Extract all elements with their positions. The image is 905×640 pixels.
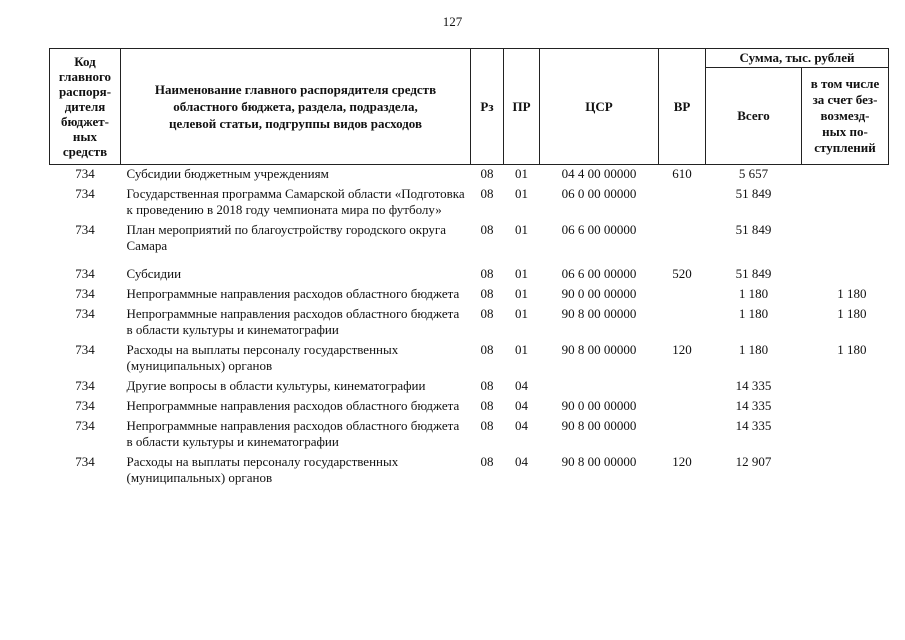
cell-code: 734 bbox=[75, 378, 95, 393]
cell-pr: 04 bbox=[515, 398, 528, 413]
cell-vr bbox=[659, 219, 706, 263]
cell-bez bbox=[802, 219, 889, 263]
cell-name: Субсидии бюджетным учреждениям bbox=[126, 166, 329, 181]
cell-rz: 08 bbox=[480, 398, 494, 413]
cell-bez: 1 180 bbox=[837, 306, 867, 321]
cell-total: 12 907 bbox=[735, 454, 772, 469]
cell-name: Расходы на выплаты персоналу государственных (муниципальных) органов bbox=[126, 454, 399, 485]
cell-total: 51 849 bbox=[735, 222, 772, 237]
cell-bez bbox=[802, 451, 889, 487]
cell-code: 734 bbox=[75, 186, 95, 201]
header-rz: Рз bbox=[471, 49, 504, 165]
cell-code: 734 bbox=[75, 398, 95, 413]
cell-rz: 08 bbox=[480, 378, 494, 393]
cell-rz: 08 bbox=[480, 418, 494, 433]
cell-bez bbox=[802, 375, 889, 395]
cell-total: 14 335 bbox=[735, 398, 772, 413]
page-number: 127 bbox=[442, 14, 463, 29]
cell-bez bbox=[802, 183, 889, 219]
header-pr: ПР bbox=[504, 49, 540, 165]
cell-pr: 01 bbox=[515, 266, 528, 281]
cell-bez: 1 180 bbox=[837, 286, 867, 301]
cell-name: Непрограммные направления расходов областного бюджета в области культуры и кинематографии bbox=[126, 418, 460, 449]
header-code: Код главного распоря- дителя бюджет- ных средств bbox=[50, 49, 121, 165]
table-row bbox=[50, 165, 889, 184]
cell-rz: 08 bbox=[480, 454, 494, 469]
cell-code: 734 bbox=[75, 306, 95, 321]
cell-code: 734 bbox=[75, 266, 95, 281]
cell-pr: 01 bbox=[515, 286, 528, 301]
cell-name: Другие вопросы в области культуры, кинематографии bbox=[126, 378, 426, 393]
cell-pr: 01 bbox=[515, 306, 528, 321]
cell-name: Государственная программа Самарской области «Подготовка к проведению в 2018 году чемпионата мира по футболу» bbox=[126, 186, 465, 217]
cell-pr: 01 bbox=[515, 222, 528, 237]
header-name: Наименование главного распорядителя средств областного бюджета, раздела, подраздела, целевой статьи, подгруппы видов расходов bbox=[121, 49, 471, 165]
cell-csr: 06 6 00 00000 bbox=[561, 222, 637, 237]
cell-total: 1 180 bbox=[738, 286, 769, 301]
cell-vr bbox=[659, 395, 706, 415]
cell-vr bbox=[659, 415, 706, 451]
cell-bez: 1 180 bbox=[837, 342, 867, 357]
cell-bez bbox=[802, 165, 889, 184]
cell-pr: 01 bbox=[515, 186, 528, 201]
cell-total: 14 335 bbox=[735, 378, 772, 393]
cell-name: Непрограммные направления расходов областного бюджета bbox=[126, 398, 460, 413]
cell-csr: 06 0 00 00000 bbox=[561, 186, 637, 201]
cell-vr bbox=[659, 375, 706, 395]
cell-code: 734 bbox=[75, 454, 95, 469]
cell-csr: 06 6 00 00000 bbox=[561, 266, 637, 281]
cell-vr bbox=[659, 303, 706, 339]
budget-table bbox=[49, 48, 889, 487]
cell-rz: 08 bbox=[480, 166, 494, 181]
cell-vr: 520 bbox=[672, 266, 692, 281]
cell-bez bbox=[802, 415, 889, 451]
header-vr: ВР bbox=[659, 49, 706, 165]
cell-csr: 04 4 00 00000 bbox=[561, 166, 637, 181]
cell-name: Непрограммные направления расходов областного бюджета bbox=[126, 286, 460, 301]
cell-total: 1 180 bbox=[738, 342, 769, 357]
table-row bbox=[50, 339, 889, 375]
header-bez: в том числе за счет без- возмезд- ных по- ступлений bbox=[802, 68, 889, 165]
table-body bbox=[50, 165, 889, 488]
table-row bbox=[50, 303, 889, 339]
header-sum: Сумма, тыс. рублей bbox=[706, 49, 889, 68]
cell-pr: 01 bbox=[515, 342, 528, 357]
cell-vr: 120 bbox=[672, 342, 692, 357]
cell-vr: 610 bbox=[672, 166, 692, 181]
cell-total: 5 657 bbox=[738, 166, 769, 181]
cell-csr: 90 8 00 00000 bbox=[561, 418, 637, 433]
cell-name: Непрограммные направления расходов областного бюджета в области культуры и кинематографии bbox=[126, 306, 460, 337]
cell-total: 1 180 bbox=[738, 306, 769, 321]
table-row bbox=[50, 415, 889, 451]
cell-csr: 90 8 00 00000 bbox=[561, 454, 637, 469]
cell-vr: 120 bbox=[672, 454, 692, 469]
table-row bbox=[50, 283, 889, 303]
cell-rz: 08 bbox=[480, 342, 494, 357]
cell-total: 51 849 bbox=[735, 266, 772, 281]
cell-csr: 90 0 00 00000 bbox=[561, 286, 637, 301]
cell-csr bbox=[540, 375, 659, 395]
cell-csr: 90 8 00 00000 bbox=[561, 342, 637, 357]
table-row bbox=[50, 395, 889, 415]
cell-bez bbox=[802, 263, 889, 283]
cell-vr bbox=[659, 283, 706, 303]
cell-rz: 08 bbox=[480, 186, 494, 201]
cell-name: Субсидии bbox=[126, 266, 182, 281]
table-header bbox=[50, 49, 889, 165]
cell-code: 734 bbox=[75, 342, 95, 357]
cell-pr: 04 bbox=[515, 418, 528, 433]
header-csr: ЦСР bbox=[540, 49, 659, 165]
cell-pr: 04 bbox=[515, 454, 528, 469]
cell-pr: 01 bbox=[515, 166, 528, 181]
cell-pr: 04 bbox=[515, 378, 528, 393]
cell-rz: 08 bbox=[480, 306, 494, 321]
cell-csr: 90 8 00 00000 bbox=[561, 306, 637, 321]
cell-csr: 90 0 00 00000 bbox=[561, 398, 637, 413]
cell-vr bbox=[659, 183, 706, 219]
cell-code: 734 bbox=[75, 286, 95, 301]
cell-name: План мероприятий по благоустройству городского округа Самара bbox=[126, 222, 446, 253]
cell-rz: 08 bbox=[480, 286, 494, 301]
cell-code: 734 bbox=[75, 222, 95, 237]
table-row bbox=[50, 219, 889, 263]
table-row bbox=[50, 451, 889, 487]
cell-total: 51 849 bbox=[735, 186, 772, 201]
cell-name: Расходы на выплаты персоналу государственных (муниципальных) органов bbox=[126, 342, 399, 373]
cell-rz: 08 bbox=[480, 222, 494, 237]
table-row bbox=[50, 183, 889, 219]
cell-bez bbox=[802, 395, 889, 415]
table-row bbox=[50, 263, 889, 283]
cell-code: 734 bbox=[75, 166, 95, 181]
cell-code: 734 bbox=[75, 418, 95, 433]
table-row bbox=[50, 375, 889, 395]
header-total: Всего bbox=[706, 68, 802, 165]
cell-total: 14 335 bbox=[735, 418, 772, 433]
cell-rz: 08 bbox=[480, 266, 494, 281]
